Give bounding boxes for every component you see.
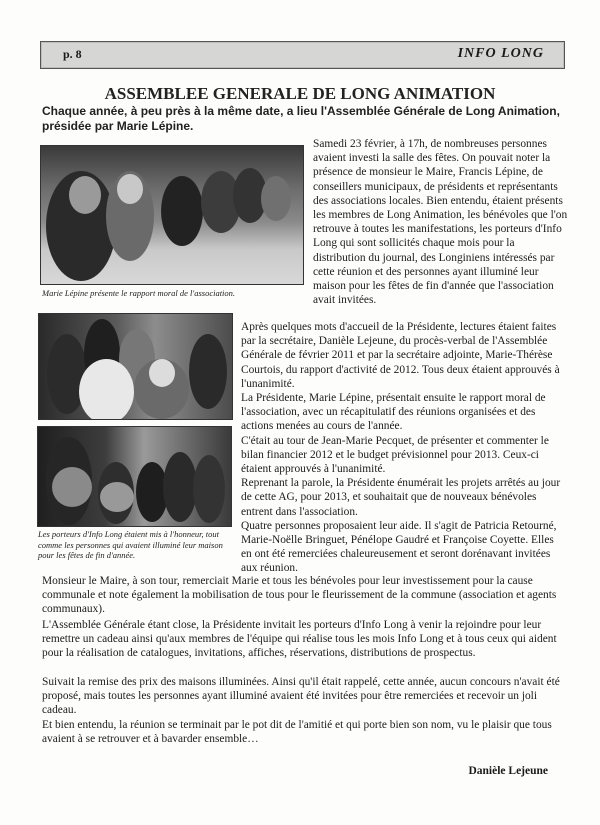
- paragraph: Monsieur le Maire, à son tour, remerciait Marie et tous les bénévoles pour leur investissement pour la cause communale et note également la mobilisation de tous pour le fleurissement de la commune (association et agents communaux).: [42, 575, 557, 616]
- paragraph: Et bien entendu, la réunion se terminait par le pot dit de l'amitié et qui porte bien son nom, vu le plaisir que tous avaient à se retrouver et à bavarder ensemble…: [42, 719, 552, 746]
- paragraph-prizes: [42, 675, 568, 718]
- paragraph: Suivait la remise des prix des maisons illuminées. Ainsi qu'il était rappelé, cette année, aucun concours n'avait été proposé, mais toutes les personnes ayant illuminé avaient été invitées pour être remerciées et recevoir un joli cadeau.: [42, 676, 560, 717]
- page-number: p. 8: [63, 47, 82, 61]
- photo-person: [79, 359, 134, 420]
- paragraph: Reprenant la parole, la Présidente énumérait les projets arrêtés au jour de cette AG, pour 2013, et souhaitait que de nouveaux bénévoles entrent dans l'association.: [241, 477, 561, 518]
- paragraph-maire: [42, 574, 568, 617]
- author-signature: Danièle Lejeune: [468, 765, 548, 777]
- photo-person: [193, 455, 225, 523]
- photo-face: [149, 359, 175, 387]
- paragraph-closing: [42, 718, 568, 746]
- photo-caption: Marie Lépine présente le rapport moral de l'association.: [42, 288, 236, 298]
- group-women-photo: [38, 313, 233, 420]
- photo-person: [189, 334, 227, 409]
- photo-person: [261, 176, 291, 221]
- article-column-proceedings: [241, 320, 567, 576]
- photo-face: [69, 176, 101, 214]
- paragraph: Quatre personnes proposaient leur aide. Il s'agit de Patricia Retourné, Marie-Noëlle Bringuet, Pénélope Gaudré et Françoise Coyette. Elles en ont été remerciées chaleureusement et seront dorénavant invitées aux réunion.: [241, 519, 557, 575]
- photo-person: [161, 176, 203, 246]
- paragraph: C'était au tour de Jean-Marie Pecquet, de présenter et commenter le bilan financier 2012 et le budget prévisionnel pour 2013. Ceux-ci étaient approuvés à l'unanimité.: [241, 434, 549, 476]
- photo-face: [117, 174, 143, 204]
- photo-caption: Les porteurs d'Info Long étaient mis à l'honneur, tout comme les personnes qui avaient illuminé leur maison pour les fêtes de fin d'année.: [38, 529, 223, 560]
- paragraph: Après quelques mots d'accueil de la Présidente, lectures étaient faites par la secrétaire, Danièle Lejeune, du procès-verbal de l'Assemblée Générale de février 2011 et par la secrétaire adjointe, Marie-Thérèse Courtois, du rapport d'activité de 2012. Tous deux étaient approuvés à l'unanimité.: [241, 321, 560, 390]
- article-lede: Chaque année, à peu près à la même date, a lieu l'Assemblée Générale de Long Animation, présidée par Marie Lépine.: [42, 104, 560, 133]
- paragraph: Samedi 23 février, à 17h, de nombreuses personnes avaient investi la salle des fêtes. On pouvait noter la présence de monsieur le Maire, Francis Lépine, de conseillers municipaux, de présidents et représentants des associations locales. Bien entendu, étaient présents les membres de Long Animation, les bénévoles que l'on retrouve à toutes les manifestations, les porteurs d'Info Long qui sont sollicités chaque mois pour la distribution du journal, des Longiniens intéressés par cette réunion et des personnes ayant illuminé leur maison pour les fêtes de fin d'année que l'association avait invitées.: [313, 138, 568, 307]
- article-title: ASSEMBLEE GENERALE DE LONG ANIMATION: [104, 84, 496, 103]
- paragraph: L'Assemblée Générale étant close, la Présidente invitait les porteurs d'Info Long à venir la rejoindre pour leur remettre un cadeau ainsi qu'aux membres de l'équipe qui réalise tous les mois Info Long et à tous ceux qui aident pour la réalisation de catalogues, invitations, affiches, réservations, distributions de prospectus.: [42, 619, 557, 660]
- photo-flowers: [100, 482, 134, 512]
- group-flowers-photo: [37, 426, 232, 527]
- article-column-intro: [313, 137, 568, 307]
- paragraph: La Présidente, Marie Lépine, présentait ensuite le rapport moral de l'association, avec un récapitulatif des réunions organisées et des actions menées au cours de l'année.: [241, 392, 546, 433]
- publication-title: INFO LONG: [457, 46, 544, 61]
- photo-flowers: [52, 467, 92, 507]
- page-header-band: [40, 41, 565, 69]
- paragraph-ag-close: [42, 618, 568, 661]
- photo-person: [163, 452, 197, 522]
- meeting-table-photo: [40, 145, 304, 285]
